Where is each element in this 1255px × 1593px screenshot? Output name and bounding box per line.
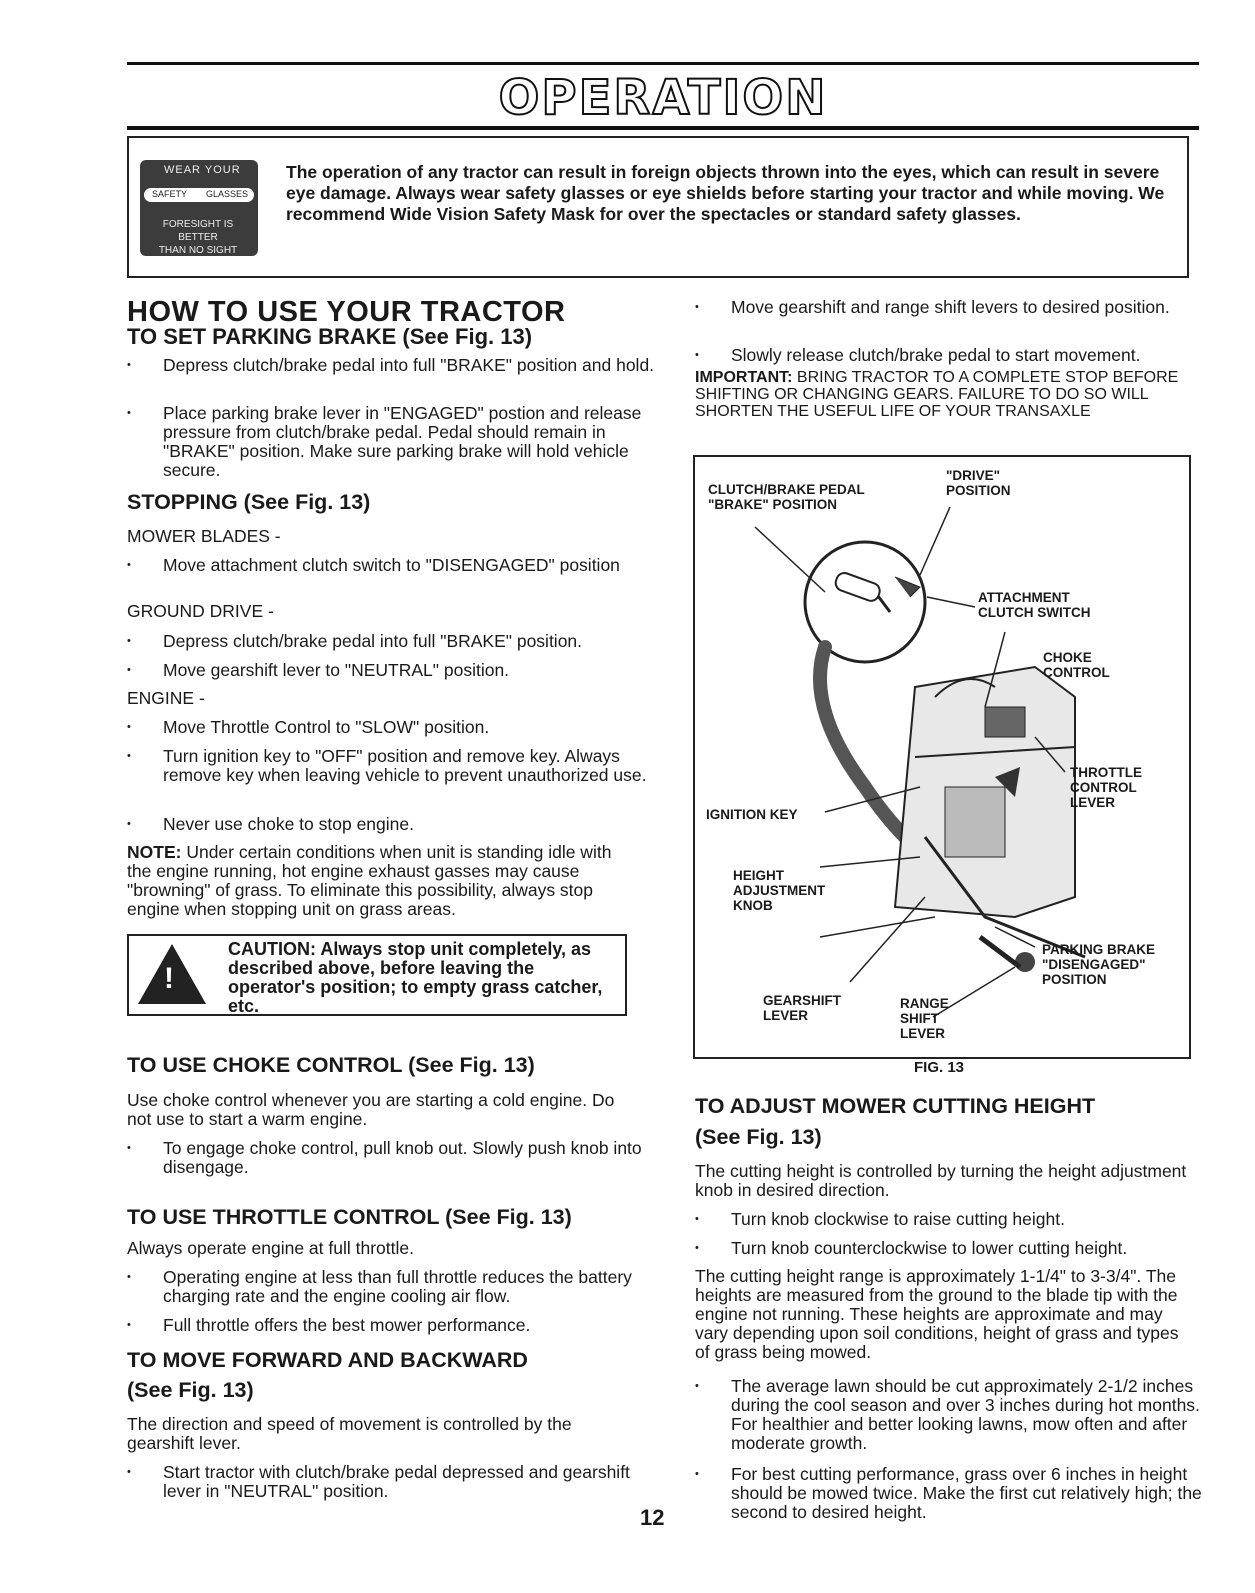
fig-label-line: CONTROL <box>1043 665 1110 680</box>
fig-label-line: CHOKE <box>1043 650 1092 665</box>
fig-label-line: RANGE <box>900 996 949 1011</box>
list-item: • Never use choke to stop engine. <box>127 815 663 834</box>
list-item: • Place parking brake lever in "ENGAGED" postion and release pressure from clutch/brake pedal. Pedal should remain in "BRAKE" position. Make sure parking brake will hold vehicle secure. <box>127 404 663 480</box>
badge-line-3 <box>150 218 246 256</box>
important-text: BRING TRACTOR TO A COMPLETE STOP BEFORE SHIFTING OR CHANGING GEARS. FAILURE TO DO SO WILL SHORTEN THE USEFUL LIFE OF YOUR TRANSAXLE <box>695 369 1179 420</box>
note-label: NOTE: <box>127 842 182 862</box>
fig-label-clutch <box>708 482 865 512</box>
adjust-text-2: The cutting height range is approximately 1-1/4" to 3-3/4". The heights are measured from the ground to the blade tip with the engine not running. These heights are approximate and may vary depending upon soil conditions, height of grass and types of grass being mowed. <box>695 1266 1179 1362</box>
badge-line-2 <box>144 188 254 202</box>
list-item: • Turn ignition key to "OFF" position and remove key. Always remove key when leaving vehicle to prevent unauthorized use. <box>127 747 663 785</box>
adjust-title-2: (See Fig. 13) <box>695 1125 822 1149</box>
safety-warning-text: The operation of any tractor can result in foreign objects thrown into the eyes, which can result in severe eye damage. Always wear safety glasses or eye shields before starting your tractor and while moving. We recommend Wide Vision Safety Mask for over the spectacles or standard safety glasses. <box>286 162 1165 224</box>
list-item: • To engage choke control, pull knob out. Slowly push knob into disengage. <box>127 1139 663 1177</box>
fig-label-line: ATTACHMENT <box>978 590 1070 605</box>
fig-label-line: LEVER <box>763 1008 809 1023</box>
exclamation-icon: ! <box>164 962 174 995</box>
forward-title-2: (See Fig. 13) <box>127 1378 254 1402</box>
badge-line-1: WEAR YOUR <box>164 164 241 176</box>
badge-line-2b: GLASSES <box>206 189 249 199</box>
safety-glasses-badge <box>140 160 258 256</box>
fig-label-line: POSITION <box>1042 972 1107 987</box>
fig-label-ignition: IGNITION KEY <box>706 807 798 822</box>
list-item: • Move Throttle Control to "SLOW" position. <box>127 718 663 737</box>
fig-label-line: KNOB <box>733 898 773 913</box>
page-title: OPERATION <box>498 70 828 126</box>
list-item: • For best cutting performance, grass over 6 inches in height should be mowed twice. Make the first cut relatively high; the second to desired height. <box>695 1465 1226 1522</box>
adjust-title: TO ADJUST MOWER CUTTING HEIGHT <box>695 1094 1096 1118</box>
top-rule <box>127 62 1199 65</box>
list-item: • The average lawn should be cut approximately 2-1/2 inches during the cool season and over 3 inches during hot months. For healthier and better looking lawns, mow often and after moderate growth. <box>695 1377 1226 1453</box>
list-item: • Operating engine at less than full throttle reduces the battery charging rate and the engine cooling air flow. <box>127 1268 663 1306</box>
fig-label-range-shift <box>900 996 949 1041</box>
forward-text: The direction and speed of movement is controlled by the gearshift lever. <box>127 1414 572 1453</box>
fig-label-line: POSITION <box>946 483 1011 498</box>
parking-brake-title: TO SET PARKING BRAKE (See Fig. 13) <box>127 324 533 349</box>
fig-label-height <box>733 868 825 913</box>
note-text: Under certain conditions when unit is standing idle with the engine running, hot engine exhaust gasses may cause "browning" of grass. To eliminate this possibility, always stop engine when stopping unit on grass areas. <box>127 842 612 919</box>
fig-label-gearshift <box>763 993 841 1023</box>
fig-label-line: SHIFT <box>900 1011 939 1026</box>
fig-label-line: CONTROL <box>1070 780 1137 795</box>
fig-label-line: "BRAKE" POSITION <box>708 497 838 512</box>
badge-line-2a: SAFETY <box>152 189 188 199</box>
ground-drive-label: GROUND DRIVE - <box>127 601 274 621</box>
fig-label-throttle <box>1070 765 1142 810</box>
list-item: • Move gearshift lever to "NEUTRAL" position. <box>127 661 663 680</box>
forward-title: TO MOVE FORWARD AND BACKWARD <box>127 1348 528 1372</box>
important-label: IMPORTANT: <box>695 369 793 386</box>
figure-caption: FIG. 13 <box>914 1059 965 1076</box>
fig-label-line: GEARSHIFT <box>763 993 842 1008</box>
how-to-title: HOW TO USE YOUR TRACTOR <box>127 296 566 328</box>
fig-label-line: ADJUSTMENT <box>733 883 826 898</box>
fig-label-choke <box>1043 650 1110 680</box>
mower-blades-label: MOWER BLADES - <box>127 526 281 546</box>
list-item: • Depress clutch/brake pedal into full "BRAKE" position and hold. <box>127 356 663 375</box>
fig-label-parking-brake <box>1042 942 1155 987</box>
important-paragraph <box>695 369 1190 420</box>
choke-title: TO USE CHOKE CONTROL (See Fig. 13) <box>127 1053 535 1077</box>
fig-label-drive <box>946 468 1011 498</box>
list-item: • Turn knob clockwise to raise cutting height. <box>695 1210 1226 1229</box>
fig-label-line: HEIGHT <box>733 868 785 883</box>
stopping-title: STOPPING (See Fig. 13) <box>127 490 371 514</box>
throttle-text: Always operate engine at full throttle. <box>127 1238 414 1258</box>
fig-label-attachment <box>978 590 1090 620</box>
fig-label-line: PARKING BRAKE <box>1042 942 1156 957</box>
list-item: • Move attachment clutch switch to "DISENGAGED" position <box>127 556 663 575</box>
page-number: 12 <box>640 1505 665 1530</box>
list-item: • Full throttle offers the best mower performance. <box>127 1316 663 1335</box>
list-item: • Slowly release clutch/brake pedal to start movement. <box>695 346 1226 365</box>
list-item: • Start tractor with clutch/brake pedal depressed and gearshift lever in "NEUTRAL" position. <box>127 1463 663 1501</box>
note-paragraph <box>127 843 627 919</box>
engine-label: ENGINE - <box>127 688 205 708</box>
fig-label-line: "DRIVE" <box>946 468 1001 483</box>
fig-label-line: LEVER <box>900 1026 946 1041</box>
badge-line-3b: THAN NO SIGHT <box>158 245 238 256</box>
adjust-text-1: The cutting height is controlled by turning the height adjustment knob in desired direction. <box>695 1161 1187 1200</box>
list-item: • Depress clutch/brake pedal into full "BRAKE" position. <box>127 632 663 651</box>
fig-label-line: THROTTLE <box>1070 765 1142 780</box>
fig-label-line: CLUTCH/BRAKE PEDAL <box>708 482 865 497</box>
list-item: • Turn knob counterclockwise to lower cutting height. <box>695 1239 1226 1258</box>
throttle-title: TO USE THROTTLE CONTROL (See Fig. 13) <box>127 1205 572 1229</box>
bottom-rule <box>127 126 1199 130</box>
caution-text: CAUTION: Always stop unit completely, as described above, before leaving the operator's position; to empty grass catcher, etc. <box>228 939 603 1016</box>
choke-text: Use choke control whenever you are starting a cold engine. Do not use to start a warm engine. <box>127 1090 615 1129</box>
badge-line-3a: FORESIGHT IS BETTER <box>162 219 234 243</box>
list-item: • Move gearshift and range shift levers to desired position. <box>695 298 1226 317</box>
fig-label-line: LEVER <box>1070 795 1116 810</box>
fig-label-line: CLUTCH SWITCH <box>978 605 1091 620</box>
fig-label-line: "DISENGAGED" <box>1042 957 1146 972</box>
